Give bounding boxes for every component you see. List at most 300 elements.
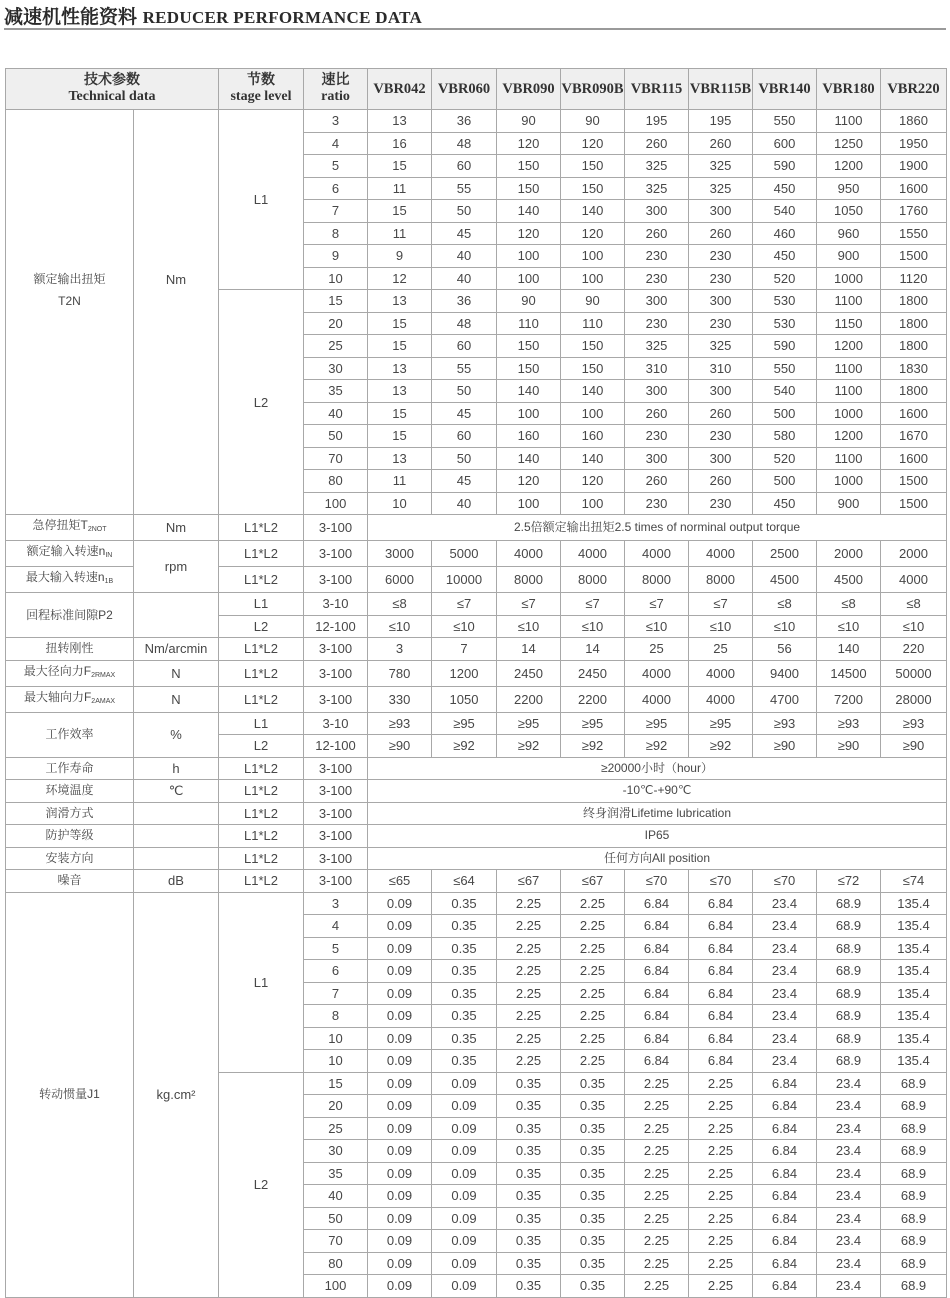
ratio-cell: 7 — [304, 982, 368, 1005]
value-cell: 500 — [753, 402, 817, 425]
value-cell: 1150 — [817, 312, 881, 335]
ratio-cell: 20 — [304, 312, 368, 335]
value-cell: 16 — [368, 132, 432, 155]
value-cell: 2.25 — [625, 1230, 689, 1253]
value-cell: 23.4 — [817, 1207, 881, 1230]
value-cell: 45 — [432, 470, 497, 493]
ratio-cell: 6 — [304, 960, 368, 983]
stage-cell: L1*L2 — [219, 686, 304, 712]
inertia-unit: kg.cm² — [134, 892, 219, 1297]
value-cell: 1600 — [881, 402, 947, 425]
value-cell: ≥93 — [881, 712, 947, 735]
value-cell: 15 — [368, 312, 432, 335]
header-ratio-en: ratio — [321, 89, 350, 104]
value-cell: 2.25 — [625, 1095, 689, 1118]
value-cell: 6.84 — [753, 1095, 817, 1118]
table-row — [6, 825, 947, 848]
value-cell: 120 — [561, 222, 625, 245]
value-cell: 2.25 — [625, 1207, 689, 1230]
value-cell: 5000 — [432, 541, 497, 567]
value-cell: 6.84 — [625, 892, 689, 915]
value-cell: ≥93 — [368, 712, 432, 735]
value-cell: 1670 — [881, 425, 947, 448]
value-cell: 4000 — [625, 541, 689, 567]
value-cell: 11 — [368, 222, 432, 245]
value-cell: 4500 — [753, 567, 817, 593]
value-cell: 0.35 — [561, 1185, 625, 1208]
value-cell: 1050 — [432, 686, 497, 712]
value-cell: ≥95 — [689, 712, 753, 735]
value-cell: 4000 — [625, 660, 689, 686]
ratio-cell: 5 — [304, 155, 368, 178]
value-cell: 1800 — [881, 335, 947, 358]
value-cell: 68.9 — [817, 892, 881, 915]
title-divider — [4, 28, 946, 30]
ratio-cell: 25 — [304, 335, 368, 358]
value-cell: 45 — [432, 402, 497, 425]
value-cell: 135.4 — [881, 1005, 947, 1028]
value-cell: 2.25 — [689, 1117, 753, 1140]
value-cell: ≤10 — [432, 615, 497, 638]
value-cell: 45 — [432, 222, 497, 245]
value-cell: 0.09 — [368, 1275, 432, 1298]
value-cell: 4000 — [625, 686, 689, 712]
stage-cell: L2 — [219, 615, 304, 638]
value-cell: 68.9 — [881, 1275, 947, 1298]
value-cell: 900 — [817, 245, 881, 268]
stage-cell: L1*L2 — [219, 757, 304, 780]
value-cell: 0.35 — [432, 915, 497, 938]
value-cell: 1000 — [817, 402, 881, 425]
header-stage-en: stage level — [230, 89, 292, 104]
value-cell: 0.09 — [368, 1005, 432, 1028]
value-cell: 6.84 — [689, 937, 753, 960]
value-cell: 0.09 — [432, 1140, 497, 1163]
value-cell: 0.09 — [432, 1252, 497, 1275]
ratio-cell: 8 — [304, 222, 368, 245]
ratio-cell: 20 — [304, 1095, 368, 1118]
value-cell: 6.84 — [753, 1140, 817, 1163]
value-cell: 6.84 — [753, 1185, 817, 1208]
value-cell: 2.25 — [625, 1117, 689, 1140]
torque-label-zh: 额定输出扭矩 — [33, 272, 106, 286]
value-cell: 48 — [432, 312, 497, 335]
efficiency-label: 工作效率 — [6, 712, 134, 757]
ratio-cell: 3 — [304, 110, 368, 133]
value-cell: 1100 — [817, 357, 881, 380]
value-cell: 68.9 — [817, 915, 881, 938]
value-cell: 325 — [689, 177, 753, 200]
value-cell: 8000 — [561, 567, 625, 593]
value-cell: 325 — [625, 177, 689, 200]
value-cell: 6.84 — [625, 1005, 689, 1028]
value-cell: 1100 — [817, 110, 881, 133]
value-cell: 260 — [689, 470, 753, 493]
value-cell: 110 — [497, 312, 561, 335]
value-cell: 1200 — [432, 660, 497, 686]
value-cell: 2.25 — [561, 892, 625, 915]
value-cell: 1000 — [817, 267, 881, 290]
value-cell: 8000 — [497, 567, 561, 593]
value-cell: ≥93 — [753, 712, 817, 735]
value-cell: ≥92 — [689, 735, 753, 758]
ratio-cell: 10 — [304, 1050, 368, 1073]
stage-cell: L1*L2 — [219, 660, 304, 686]
value-cell: 2.25 — [561, 960, 625, 983]
value-cell: 6.84 — [753, 1275, 817, 1298]
value-cell: 1600 — [881, 177, 947, 200]
value-cell: 48 — [432, 132, 497, 155]
radial-force-label — [6, 660, 134, 686]
value-cell: 2.25 — [689, 1275, 753, 1298]
ratio-cell: 15 — [304, 1072, 368, 1095]
value-cell: 1550 — [881, 222, 947, 245]
value-cell: 230 — [625, 245, 689, 268]
ratio-cell: 50 — [304, 1207, 368, 1230]
value-cell: 68.9 — [881, 1230, 947, 1253]
value-cell: 450 — [753, 245, 817, 268]
value-cell: ≤10 — [368, 615, 432, 638]
value-cell: 68.9 — [881, 1252, 947, 1275]
value-cell: 68.9 — [817, 960, 881, 983]
table-row — [6, 870, 947, 893]
value-cell: 23.4 — [817, 1162, 881, 1185]
value-cell: 1100 — [817, 380, 881, 403]
value-cell: 0.35 — [432, 960, 497, 983]
radial-force-label-text: 最大径向力F — [23, 663, 92, 678]
value-cell: 230 — [689, 267, 753, 290]
value-cell: 7200 — [817, 686, 881, 712]
protection-label: 防护等级 — [6, 825, 134, 848]
value-cell: 600 — [753, 132, 817, 155]
ratio-cell: 70 — [304, 447, 368, 470]
value-cell: 55 — [432, 177, 497, 200]
value-cell: 2.25 — [625, 1072, 689, 1095]
value-cell: 325 — [689, 155, 753, 178]
stage-cell: L1 — [219, 593, 304, 616]
value-span-cell: IP65 — [368, 825, 947, 848]
value-cell: 260 — [689, 222, 753, 245]
torque-label — [6, 110, 134, 515]
value-cell: 450 — [753, 177, 817, 200]
emergency-label-subscript: 2NOT — [87, 526, 107, 533]
value-cell: 68.9 — [817, 1027, 881, 1050]
value-cell: 0.35 — [561, 1230, 625, 1253]
value-cell: 3000 — [368, 541, 432, 567]
value-cell: 230 — [625, 425, 689, 448]
header-row — [6, 69, 947, 110]
value-cell: ≥95 — [561, 712, 625, 735]
value-cell: 0.09 — [432, 1072, 497, 1095]
value-cell: 6.84 — [689, 892, 753, 915]
value-cell: ≤7 — [497, 593, 561, 616]
value-cell: ≥90 — [817, 735, 881, 758]
backlash-label: 回程标准间隙P2 — [6, 593, 134, 638]
value-cell: 2.25 — [561, 937, 625, 960]
value-cell: 6.84 — [753, 1230, 817, 1253]
stage-cell: L1*L2 — [219, 847, 304, 870]
value-cell: 2.25 — [689, 1095, 753, 1118]
value-cell: 2.25 — [689, 1207, 753, 1230]
unit-cell — [134, 847, 219, 870]
value-cell: 23.4 — [753, 892, 817, 915]
value-cell: ≥90 — [368, 735, 432, 758]
value-cell: 1760 — [881, 200, 947, 223]
value-cell: 2.25 — [561, 1050, 625, 1073]
value-cell: 150 — [561, 155, 625, 178]
value-cell: 6.84 — [689, 915, 753, 938]
stage-cell: L1 — [219, 712, 304, 735]
value-cell: 550 — [753, 357, 817, 380]
value-cell: 100 — [561, 267, 625, 290]
ratio-cell: 3-100 — [304, 686, 368, 712]
value-cell: 68.9 — [817, 1050, 881, 1073]
stage-cell: L2 — [219, 290, 304, 515]
unit-cell — [134, 593, 219, 638]
value-cell: ≤10 — [497, 615, 561, 638]
value-cell: 260 — [625, 222, 689, 245]
value-cell: 150 — [497, 357, 561, 380]
value-cell: 300 — [689, 200, 753, 223]
value-cell: 90 — [497, 290, 561, 313]
value-cell: ≤10 — [561, 615, 625, 638]
value-cell: 0.09 — [432, 1207, 497, 1230]
header-model: VBR115 — [625, 69, 689, 110]
value-cell: 23.4 — [817, 1275, 881, 1298]
value-cell: 6000 — [368, 567, 432, 593]
value-cell: 13 — [368, 380, 432, 403]
value-cell: 960 — [817, 222, 881, 245]
value-cell: 1200 — [817, 335, 881, 358]
value-cell: 2.25 — [497, 937, 561, 960]
value-cell: 4000 — [689, 660, 753, 686]
value-cell: 325 — [625, 155, 689, 178]
ratio-cell: 80 — [304, 1252, 368, 1275]
value-cell: 2.25 — [497, 1050, 561, 1073]
value-cell: 14 — [561, 638, 625, 661]
value-cell: 0.35 — [497, 1095, 561, 1118]
value-cell: 6.84 — [753, 1117, 817, 1140]
value-cell: ≤64 — [432, 870, 497, 893]
value-cell: ≥90 — [881, 735, 947, 758]
header-ratio — [304, 69, 368, 110]
table-row — [6, 757, 947, 780]
value-cell: 23.4 — [817, 1117, 881, 1140]
ratio-cell: 7 — [304, 200, 368, 223]
ratio-cell: 70 — [304, 1230, 368, 1253]
value-cell: 0.09 — [368, 1230, 432, 1253]
value-cell: 150 — [561, 177, 625, 200]
value-cell: 11 — [368, 177, 432, 200]
value-cell: ≤70 — [689, 870, 753, 893]
table-row — [6, 892, 947, 915]
value-cell: 6.84 — [753, 1072, 817, 1095]
temp-label: 环境温度 — [6, 780, 134, 803]
value-cell: 0.09 — [368, 892, 432, 915]
ratio-cell: 3-10 — [304, 712, 368, 735]
value-cell: 540 — [753, 380, 817, 403]
value-cell: 1830 — [881, 357, 947, 380]
value-cell: 23.4 — [753, 937, 817, 960]
value-cell: 68.9 — [817, 937, 881, 960]
header-model: VBR140 — [753, 69, 817, 110]
ratio-cell: 3-100 — [304, 870, 368, 893]
value-cell: 310 — [689, 357, 753, 380]
value-cell: ≥92 — [625, 735, 689, 758]
value-cell: 450 — [753, 492, 817, 515]
value-cell: 50 — [432, 380, 497, 403]
value-cell: 260 — [625, 132, 689, 155]
value-cell: 0.09 — [368, 1117, 432, 1140]
value-cell: 260 — [689, 402, 753, 425]
radial-force-label-subscript: 2RMAX — [91, 671, 116, 679]
value-span-cell: 终身润滑Lifetime lubrication — [368, 802, 947, 825]
value-cell: 590 — [753, 335, 817, 358]
value-cell: 2500 — [753, 541, 817, 567]
value-cell: 4500 — [817, 567, 881, 593]
table-row — [6, 110, 947, 133]
value-cell: 780 — [368, 660, 432, 686]
value-cell: 0.09 — [432, 1162, 497, 1185]
value-cell: 6.84 — [625, 960, 689, 983]
value-cell: 2.25 — [689, 1072, 753, 1095]
value-cell: 1900 — [881, 155, 947, 178]
value-cell: 11 — [368, 470, 432, 493]
value-cell: 28000 — [881, 686, 947, 712]
value-cell: 15 — [368, 425, 432, 448]
value-cell: ≤72 — [817, 870, 881, 893]
value-cell: 2.25 — [497, 1027, 561, 1050]
value-cell: 460 — [753, 222, 817, 245]
value-cell: 0.35 — [561, 1095, 625, 1118]
value-cell: ≥92 — [432, 735, 497, 758]
table-row — [6, 515, 947, 541]
value-cell: 4000 — [561, 541, 625, 567]
value-cell: 36 — [432, 110, 497, 133]
value-cell: 140 — [561, 447, 625, 470]
value-cell: 1250 — [817, 132, 881, 155]
value-cell: 4000 — [689, 541, 753, 567]
value-cell: 60 — [432, 335, 497, 358]
value-cell: 100 — [561, 492, 625, 515]
value-cell: 2.25 — [561, 915, 625, 938]
value-cell: 220 — [881, 638, 947, 661]
table-row — [6, 712, 947, 735]
stage-cell: L1*L2 — [219, 825, 304, 848]
value-cell: 6.84 — [689, 960, 753, 983]
value-cell: 120 — [561, 470, 625, 493]
value-cell: 6.84 — [689, 1005, 753, 1028]
value-cell: 68.9 — [881, 1207, 947, 1230]
value-cell: ≤8 — [881, 593, 947, 616]
value-cell: 950 — [817, 177, 881, 200]
value-cell: ≤70 — [753, 870, 817, 893]
stiffness-label: 扭转刚性 — [6, 638, 134, 661]
life-label: 工作寿命 — [6, 757, 134, 780]
value-cell: 50 — [432, 447, 497, 470]
value-span-cell: 任何方向All position — [368, 847, 947, 870]
value-cell: 14500 — [817, 660, 881, 686]
header-technical-data — [6, 69, 219, 110]
value-cell: ≤8 — [753, 593, 817, 616]
table-row — [6, 847, 947, 870]
value-cell: 68.9 — [817, 982, 881, 1005]
value-cell: 140 — [561, 200, 625, 223]
value-cell: 300 — [625, 200, 689, 223]
value-cell: 23.4 — [817, 1230, 881, 1253]
ratio-cell: 100 — [304, 1275, 368, 1298]
value-cell: 2.25 — [497, 1005, 561, 1028]
value-cell: ≤10 — [753, 615, 817, 638]
value-cell: 0.09 — [368, 1162, 432, 1185]
header-model: VBR060 — [432, 69, 497, 110]
value-cell: 2450 — [497, 660, 561, 686]
value-cell: 50000 — [881, 660, 947, 686]
value-cell: 230 — [625, 492, 689, 515]
value-cell: 25 — [689, 638, 753, 661]
ratio-cell: 40 — [304, 402, 368, 425]
axial-force-label — [6, 686, 134, 712]
value-cell: 0.09 — [368, 982, 432, 1005]
value-cell: 23.4 — [817, 1252, 881, 1275]
value-cell: 0.35 — [432, 1027, 497, 1050]
value-cell: 300 — [625, 447, 689, 470]
unit-cell: % — [134, 712, 219, 757]
ratio-cell: 25 — [304, 1117, 368, 1140]
torque-unit: Nm — [134, 110, 219, 515]
header-model: VBR220 — [881, 69, 947, 110]
value-cell: 12 — [368, 267, 432, 290]
table-row — [6, 541, 947, 567]
value-cell: 150 — [497, 177, 561, 200]
page-title-en: REDUCER PERFORMANCE DATA — [142, 8, 423, 27]
value-cell: 2.25 — [561, 1005, 625, 1028]
value-cell: 0.09 — [432, 1185, 497, 1208]
value-cell: 4700 — [753, 686, 817, 712]
unit-cell: ℃ — [134, 780, 219, 803]
value-cell: 300 — [625, 290, 689, 313]
value-cell: 23.4 — [817, 1072, 881, 1095]
value-cell: 13 — [368, 290, 432, 313]
value-cell: 330 — [368, 686, 432, 712]
value-cell: 0.35 — [561, 1140, 625, 1163]
value-cell: 530 — [753, 290, 817, 313]
value-cell: ≥92 — [497, 735, 561, 758]
ratio-cell: 10 — [304, 1027, 368, 1050]
value-cell: ≤67 — [497, 870, 561, 893]
value-cell: 0.09 — [368, 1185, 432, 1208]
value-cell: 1860 — [881, 110, 947, 133]
stage-cell: L2 — [219, 735, 304, 758]
value-cell: 2.25 — [561, 1027, 625, 1050]
value-cell: 56 — [753, 638, 817, 661]
value-cell: 6.84 — [689, 1027, 753, 1050]
value-cell: 9400 — [753, 660, 817, 686]
value-cell: 0.09 — [368, 915, 432, 938]
ratio-cell: 3-100 — [304, 757, 368, 780]
value-cell: 0.35 — [497, 1117, 561, 1140]
value-cell: 2.25 — [625, 1275, 689, 1298]
header-technical-en: Technical data — [68, 89, 156, 104]
value-span-cell: ≥20000小时（hour） — [368, 757, 947, 780]
value-cell: 4000 — [497, 541, 561, 567]
value-cell: 40 — [432, 492, 497, 515]
value-cell: 1120 — [881, 267, 947, 290]
value-cell: 325 — [625, 335, 689, 358]
ratio-cell: 3-10 — [304, 593, 368, 616]
value-cell: 1500 — [881, 470, 947, 493]
stage-cell: L1*L2 — [219, 515, 304, 541]
